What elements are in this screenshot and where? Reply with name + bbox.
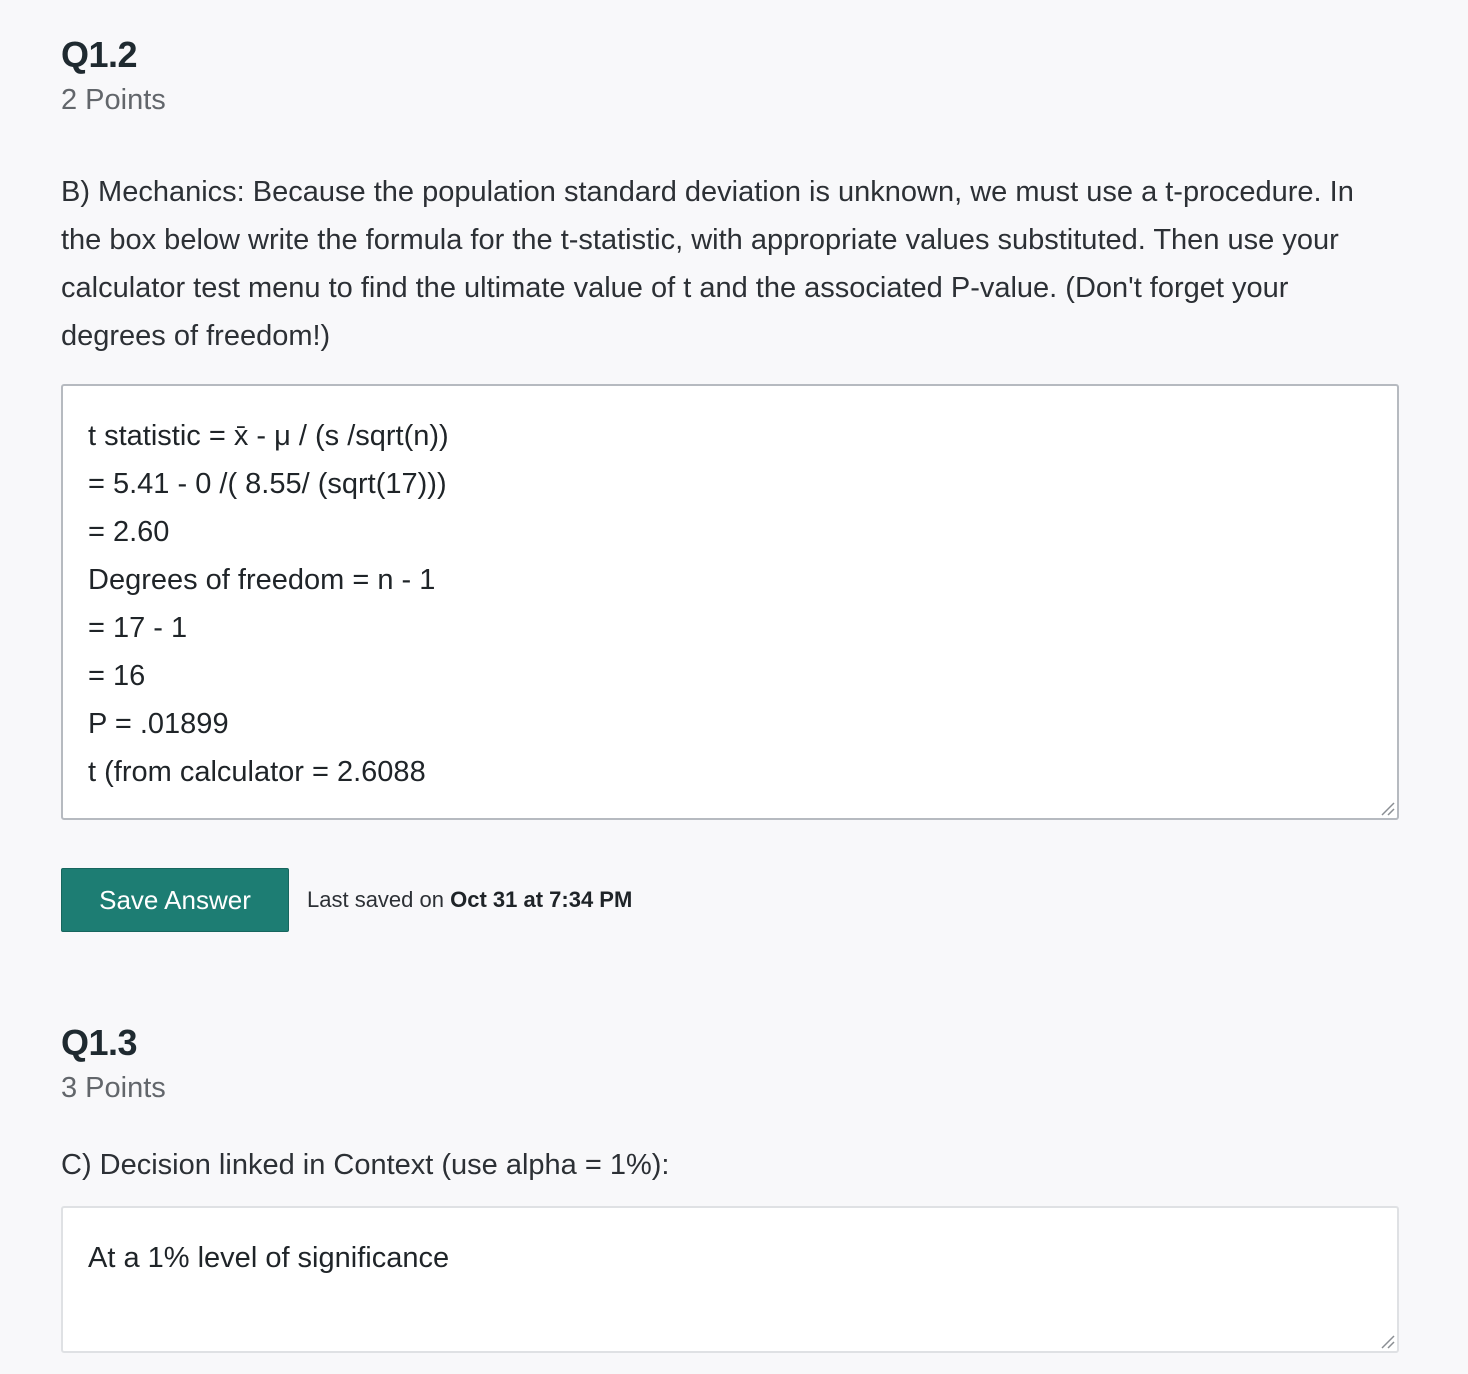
answer-line: t (from calculator = 2.6088: [88, 756, 426, 788]
resize-grip-icon[interactable]: [1379, 800, 1395, 816]
question-title: Q1.3: [61, 1022, 138, 1063]
answer-line: = 16: [88, 660, 146, 692]
answer-textarea[interactable]: [61, 384, 1399, 820]
question-q1-3: [61, 1018, 1399, 1353]
question-prompt: B) Mechanics: Because the population standard deviation is unknown, we must use a t-procedure. In the box below write the formula for the t-statistic, with appropriate values substituted. Then use your calculator test menu to find the ultimate value of t and the associated P-value. (Don't forget your degrees of freedom!): [61, 176, 1354, 352]
question-prompt: C) Decision linked in Context (use alpha = 1%):: [61, 1149, 670, 1181]
question-title: Q1.2: [61, 34, 138, 75]
save-row: [61, 868, 1399, 932]
answer-line: = 17 - 1: [88, 612, 188, 644]
answer-textarea[interactable]: [61, 1206, 1399, 1353]
question-points: 3 Points: [61, 1072, 166, 1104]
answer-line: = 5.41 - 0 /( 8.55/ (sqrt(17))): [88, 468, 447, 500]
answer-line: = 2.60: [88, 516, 170, 548]
last-saved-time: Oct 31 at 7:34 PM: [450, 887, 633, 912]
last-saved-status: [307, 887, 632, 913]
last-saved-prefix: Last saved on: [307, 887, 451, 912]
question-points: 2 Points: [61, 84, 166, 116]
save-answer-button[interactable]: Save Answer: [61, 868, 289, 932]
answer-line: At a 1% level of significance: [88, 1242, 450, 1274]
question-q1-2: [61, 30, 1399, 932]
answer-line: P = .01899: [88, 708, 229, 740]
answer-line: t statistic = x̄ - μ / (s /sqrt(n)): [88, 420, 449, 452]
resize-grip-icon[interactable]: [1379, 1333, 1395, 1349]
answer-line: Degrees of freedom = n - 1: [88, 564, 436, 596]
